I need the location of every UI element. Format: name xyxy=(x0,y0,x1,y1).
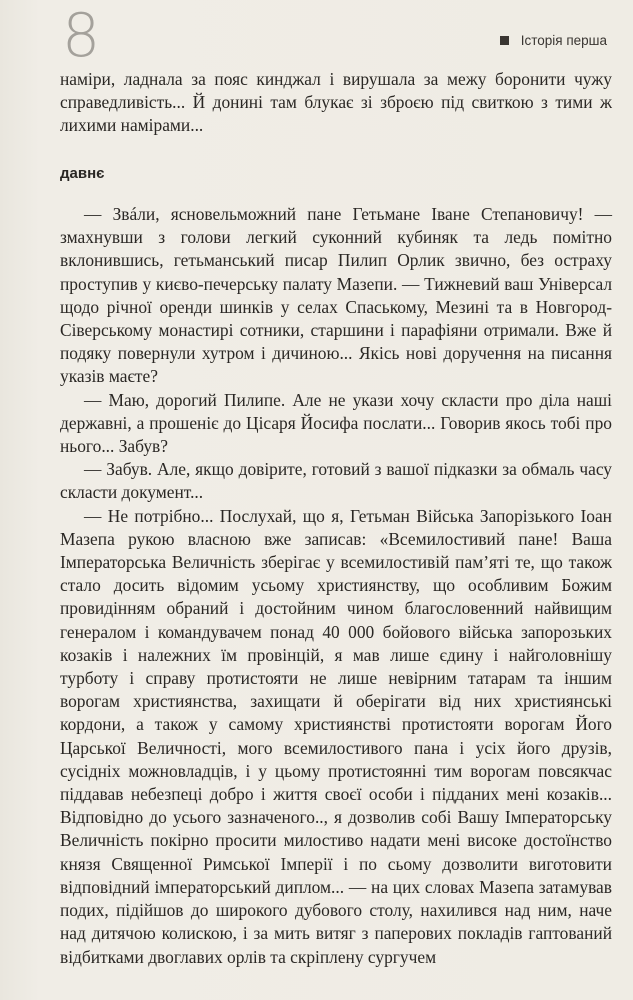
running-head xyxy=(500,33,607,48)
intro-text xyxy=(60,68,612,138)
paragraph: — Не потрібно... Послухай, що я, Гетьман Війська Запорізького Іоан Мазепа рукою власною вже записав: «Всемилостивий пане! Ваша Імператорська Величність зберігає у всемилостивій пам’яті те, що також стало досить відомим усьому християнству, що особливим Божим провидінням обраний і достойним чином благословенний найвищим генералом і командувачем понад 40 000 бойового війська запорозьких козаків і належних їм провінцій, я мав лише єдину і найголовнішу турботу і справу протистояти не лише невірним татарам та іншим ворогам християнства, захищати й оберігати від них християнські кордони, а також у самому християнстві протистояти ворогам Його Царської Величності, мого всемилостивого пана і усіх його друзів, сусідніх можновладців, і у цьому протистоянні тим ворогам повсякчас піддавав небезпеці добро і життя своєї особи і підданих мені козаків... Відповідно до усього зазначеного.., я дозволив собі Вашу Імператорську Величність покірно просити милостиво надати мені високе достоїнство князя Священної Римської Імперії і по сьому дозволити виготовити відповідний імператорський диплом... — на цих словах Мазепа затамував подих, підійшов до широкого дубового столу, нахилився над ним, наче над дитячою колискою, і за мить витяг з паперових покладів гаптований відбитками двоглавих орлів та скріплену сургучем xyxy=(60,505,612,967)
body-text xyxy=(60,203,612,969)
section-heading: давнє xyxy=(60,165,105,182)
paragraph: — Маю, дорогий Пилипе. Але не укази хочу скласти про діла наші державні, а прошеніє до Цісаря Йосифа послати... Говорив якось тобі про нього... Забув? xyxy=(60,389,612,457)
page-number: 8 xyxy=(62,1,101,71)
paragraph: — Забув. Але, якщо довірите, готовий з вашої підказки за обмаль часу скласти документ... xyxy=(60,459,612,503)
paragraph: — Звáли, ясновельможний пане Гетьмане Іване Степановичу! — змахнувши з голови легкий суконний кубиняк та ледь помітно вклонившись, гетьманський писар Пилип Орлик звично, без остраху проступив у києво-печерську палату Мазепи. — Тижневий ваш Універсал щодо річної оренди шинків у селах Спаському, Мезині та в Новгород-Сіверському монастирі сотники, старшини і парафіяни отримали. Вже й подяку повернули хутром і дичиною... Якісь нові доручення на писання указів маєте? xyxy=(60,204,612,387)
square-icon xyxy=(500,36,509,45)
running-title: Історія перша xyxy=(520,33,607,48)
intro-paragraph: наміри, ладнала за пояс кинджал і вирушала за межу боронити чужу справедливість... Й донині там блукає зі зброєю під свиткою з тими ж лихими намірами... xyxy=(60,69,612,136)
